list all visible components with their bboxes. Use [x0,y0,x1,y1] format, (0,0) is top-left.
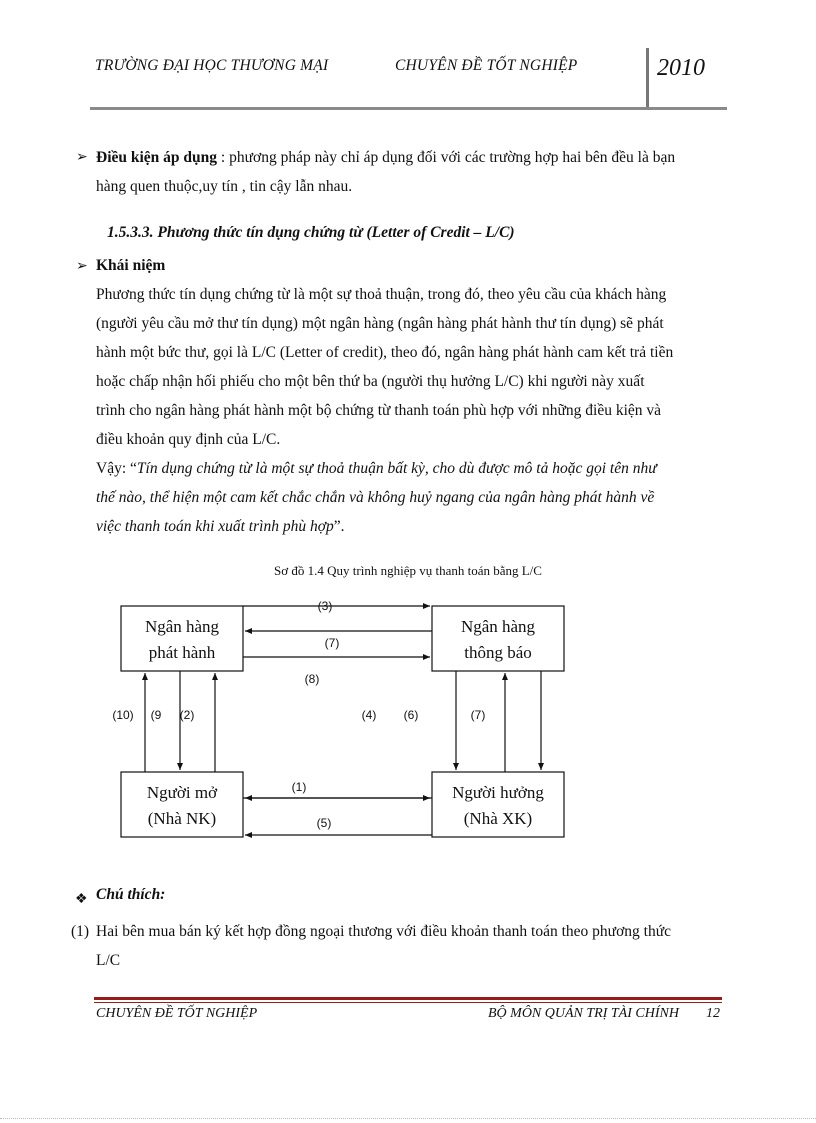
diagram-caption: Sơ đồ 1.4 Quy trình nghiệp vụ thanh toán bằng L/C [274,563,542,578]
concept-line: hoặc chấp nhận hối phiếu cho một bên thứ ba (người thụ hưởng L/C) khi người này xuất [96,373,645,390]
step-label-1: (1) [291,780,307,794]
note-item-1-line: Hai bên mua bán ký kết hợp đồng ngoại thương với điều khoản thanh toán theo phương thức [96,923,671,940]
advising-bank-label: thông báo [464,643,532,662]
section-heading: 1.5.3.3. Phương thức tín dụng chứng từ (Letter of Credit – L/C) [107,224,515,241]
diamond-bullet-icon: ❖ [75,892,88,907]
beneficiary-label: Người hưởng [452,783,544,802]
step-label-3: (3) [317,599,333,613]
applicant-label: Người mở [146,783,218,802]
note-item-number: (1) [71,923,90,940]
step-label-4: (4) [361,708,377,722]
quote-line: việc thanh toán khi xuất trình phù hợp [96,518,334,535]
header-topic: CHUYÊN ĐỀ TỐT NGHIỆP [395,57,578,74]
quote-line: Tín dụng chứng từ là một sự thoả thuận bất kỳ, cho dù được mô tả hoặc gọi tên như [136,460,657,477]
condition-line1: : phương pháp này chỉ áp dụng đối với các trường hợp hai bên đều là bạn [217,149,676,166]
concept-line: Phương thức tín dụng chứng từ là một sự thoả thuận, trong đó, theo yêu cầu của khách hàng [96,286,667,303]
step-label-7-top: (7) [324,636,340,650]
quote-prefix: Vậy: “ [96,460,137,477]
applicant-label: (Nhà NK) [147,809,217,828]
step-label-9: (9 [150,708,162,722]
condition-label: Điều kiện áp dụng [96,149,218,166]
step-label-5: (5) [316,816,332,830]
step-label-7-right: (7) [470,708,486,722]
concept-line: điều khoản quy định của L/C. [96,431,281,448]
footer-rule-thin [94,1002,722,1003]
quote-line: thế nào, thể hiện một cam kết chắc chắn và không huỷ ngang của ngân hàng phát hành về [96,489,655,506]
beneficiary-label: (Nhà XK) [463,809,533,828]
concept-line: (người yêu cầu mở thư tín dụng) một ngân hàng (ngân hàng phát hành thư tín dụng) sẽ phát [96,315,664,332]
concept-label: Khái niệm [96,257,166,274]
concept-line: hành một bức thư, gọi là L/C (Letter of credit), theo đó, ngân hàng phát hành cam kết trả tiền [96,344,674,361]
issuing-bank-label: Ngân hàng [144,617,220,636]
arrow-bullet-icon: ➢ [76,150,88,165]
quote-suffix: ”. [333,518,345,535]
step-label-8: (8) [304,672,320,686]
step-label-10: (10) [112,708,134,722]
step-label-6: (6) [403,708,419,722]
note-item-1-line: L/C [96,952,121,969]
footer-rule [94,997,722,1000]
arrow-bullet-icon: ➢ [76,259,88,274]
issuing-bank-label: phát hành [148,643,216,662]
concept-line: trình cho ngân hàng phát hành một bộ chứng từ thanh toán phù hợp với những điều kiện và [96,402,662,419]
condition-line2: hàng quen thuộc,uy tín , tin cậy lẫn nhau. [96,178,353,195]
bottom-dotted-rule [0,1118,816,1120]
header-year: 2010 [657,55,705,81]
footer-left: CHUYÊN ĐỀ TỐT NGHIỆP [96,1006,258,1021]
page-number: 12 [706,1006,720,1021]
note-item-1 [96,917,724,975]
footer-right: BỘ MÔN QUẢN TRỊ TÀI CHÍNH [488,1006,679,1021]
notes-title: Chú thích: [96,886,166,903]
step-label-2: (2) [179,708,195,722]
header-school: TRƯỜNG ĐẠI HỌC THƯƠNG MẠI [95,57,329,74]
advising-bank-label: Ngân hàng [460,617,536,636]
